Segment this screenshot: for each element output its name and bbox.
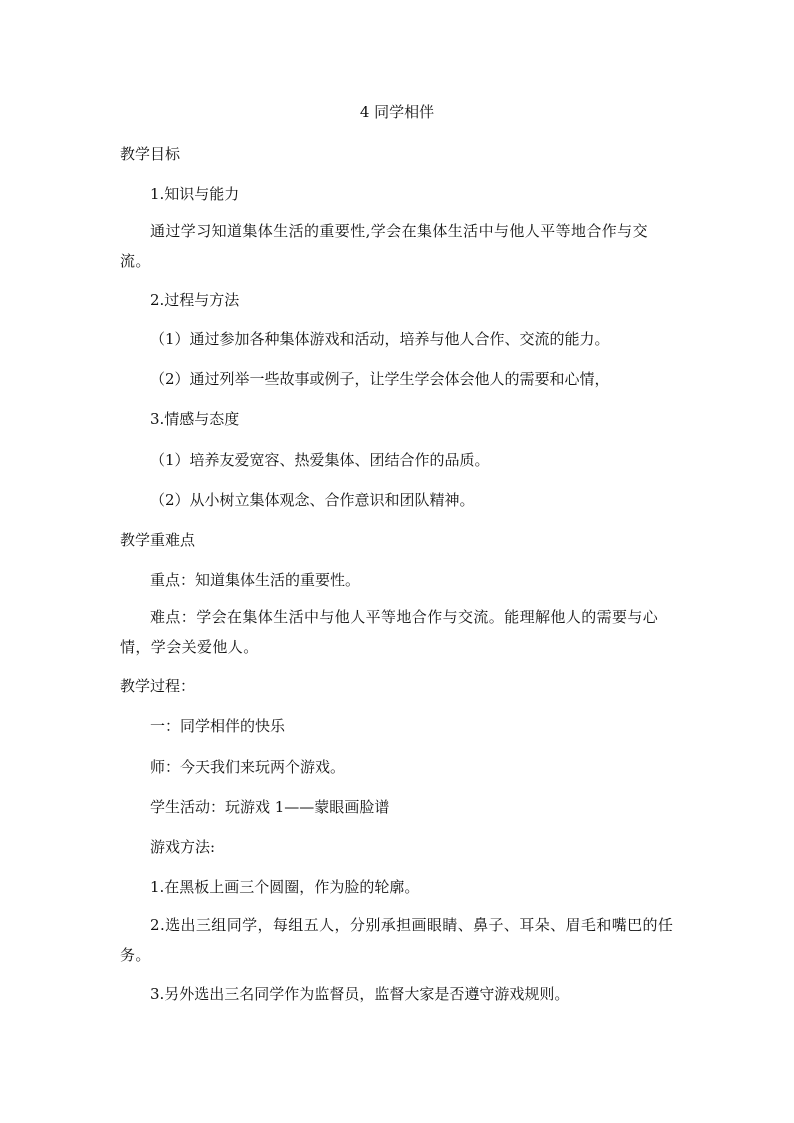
teacher-line: 师：今天我们来玩两个游戏。	[150, 758, 346, 776]
process-item-1: （1）通过参加各种集体游戏和活动，培养与他人合作、交流的能力。	[150, 330, 610, 348]
emotion-heading: 3.情感与态度	[150, 410, 240, 428]
difficulty-paragraph: 难点：学会在集体生活中与他人平等地合作与交流。能理解他人的需要与心情，学会关爱他人。	[120, 608, 659, 656]
emotion-item-2: （2）从小树立集体观念、合作意识和团队精神。	[150, 491, 475, 509]
procedure-heading: 教学过程：	[120, 677, 196, 695]
step-1: 1.在黑板上画三个圆圈，作为脸的轮廓。	[150, 878, 420, 896]
student-activity-line: 学生活动：玩游戏 1——蒙眼画脸谱	[150, 798, 390, 816]
step-2: 2.选出三组同学，每组五人，分别承担画眼睛、鼻子、耳朵、眉毛和嘴巴的任务。	[120, 916, 674, 964]
step-3: 3.另外选出三名同学作为监督员，监督大家是否遵守游戏规则。	[150, 985, 570, 1003]
process-item-2: （2）通过列举一些故事或例子，让学生学会体会他人的需要和心情，	[150, 370, 610, 388]
knowledge-paragraph: 通过学习知道集体生活的重要性,学会在集体生活中与他人平等地合作与交流。	[120, 222, 648, 270]
goals-heading: 教学目标	[120, 145, 181, 163]
keypoint-paragraph: 重点：知道集体生活的重要性。	[150, 571, 361, 589]
knowledge-heading: 1.知识与能力	[150, 185, 240, 203]
game-method-heading: 游戏方法:	[150, 838, 216, 856]
keypoints-heading: 教学重难点	[120, 531, 196, 549]
part-one-heading: 一：同学相伴的快乐	[150, 717, 286, 735]
emotion-item-1: （1）培养友爱宽容、热爱集体、团结合作的品质。	[150, 451, 490, 469]
document-title: 4 同学相伴	[359, 103, 435, 121]
process-heading: 2.过程与方法	[150, 291, 240, 309]
